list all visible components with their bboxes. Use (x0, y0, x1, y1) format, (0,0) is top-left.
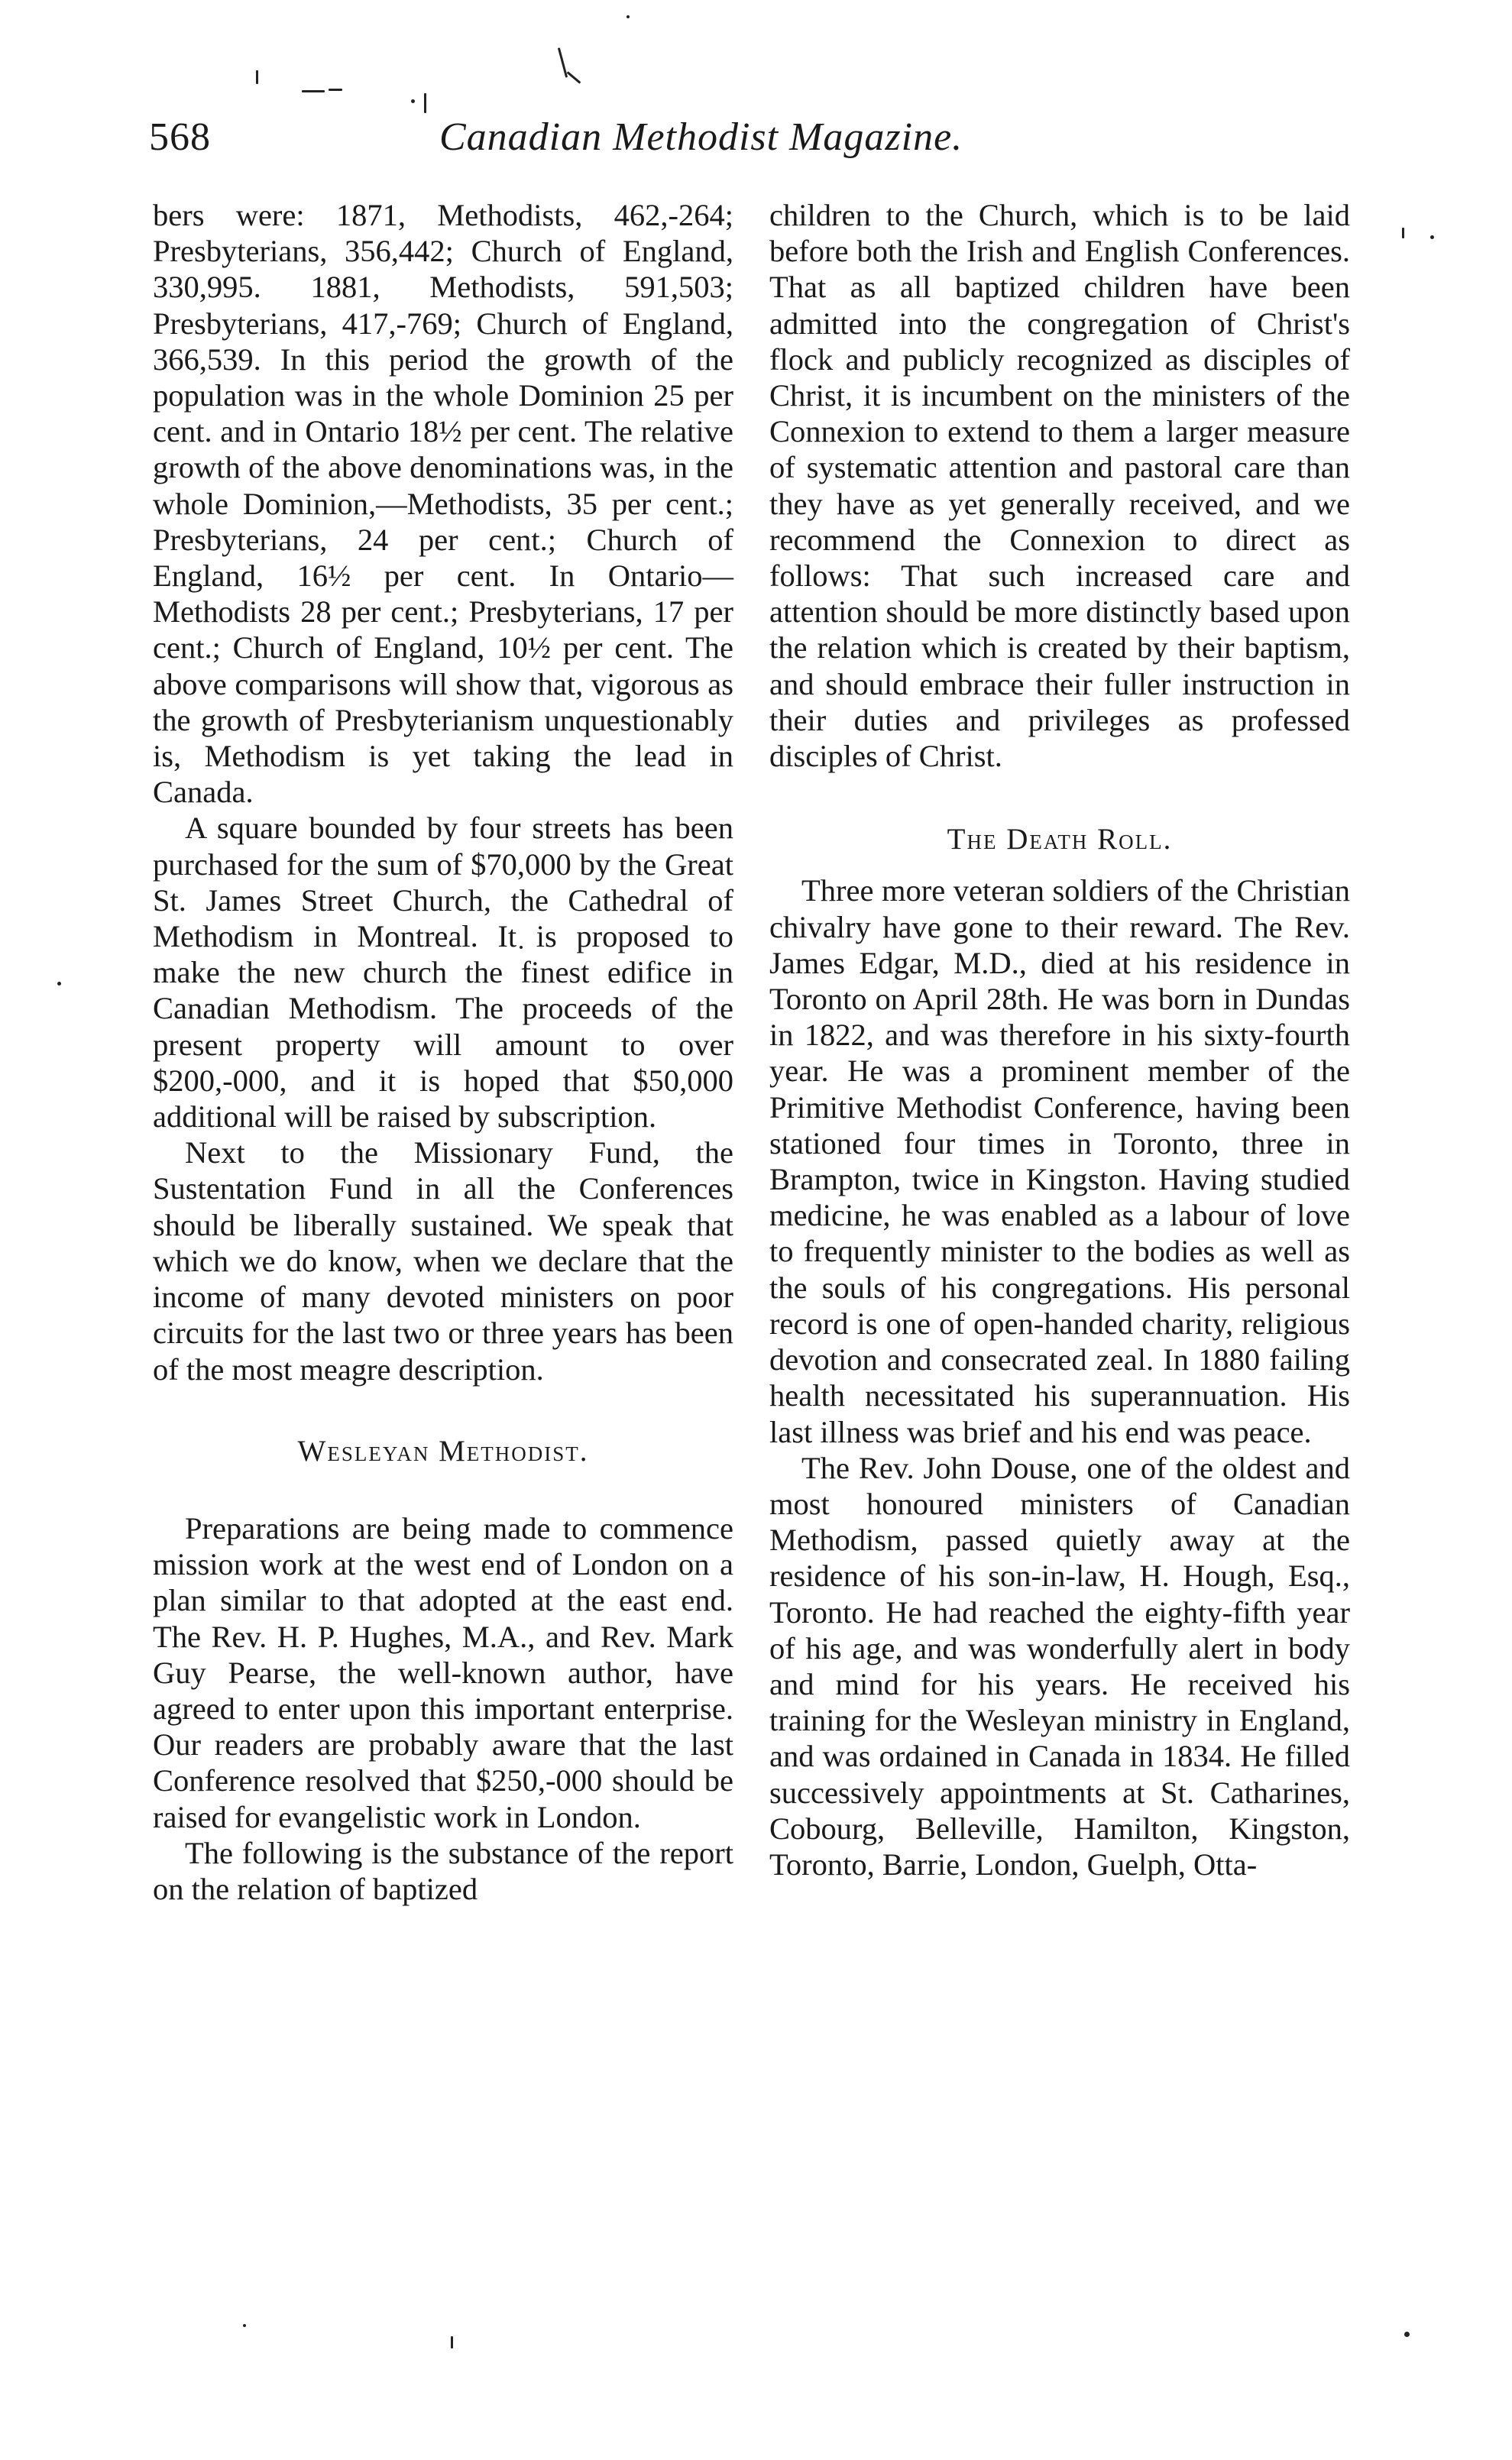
paragraph-census-statistics: bers were: 1871, Methodists, 462,-264; Presbyterians, 356,442; Church of England, 330,995. 1881, Methodists, 591,503; Presbyterians, 417,-769; Church of England, 366,539. In this period the growth of the population was in the whole Dominion 25 per cent. and in Ontario 18½ per cent. The relative growth of the above denominations was, in the whole Dominion,—Methodists, 35 per cent.; Presbyterians, 24 per cent.; Church of England, 16½ per cent. In Ontario—Methodists 28 per cent.; Presbyterians, 17 per cent.; Church of England, 10½ per cent. The above comparisons will show that, vigorous as the growth of Presbyterianism unquestionably is, Methodism is yet taking the lead in Canada. (153, 198, 733, 810)
paragraph-baptized-report-start: The following is the substance of the report on the relation of baptized (153, 1835, 733, 1906)
paragraph-sustentation-fund: Next to the Missionary Fund, the Sustentation Fund in all the Conferences should be liberally sustained. We speak that which we do know, when we declare that the income of many devoted ministers on poor circuits for the last two or three years has been of the most meagre description. (153, 1135, 733, 1387)
scan-speck (302, 90, 325, 92)
scan-speck (626, 15, 630, 18)
running-head (149, 115, 1383, 168)
paragraph-baptized-report-cont: children to the Church, which is to be laid before both the Irish and English Conferences. That as all baptized children have been admitted into the congregation of Christ's flock and publicly recognized as disciples of Christ, it is incumbent on the ministers of the Connexion to extend to them a larger measure of systematic attention and pastoral care than they have as yet generally received, and we recommend the Connexion to direct as follows: That such increased care and attention should be more distinctly based upon the relation which is created by their baptism, and should embrace their fuller instruction in their duties and privileges as professed disciples of Christ. (769, 198, 1350, 774)
section-heading-death-roll: The Death Roll. (947, 823, 1173, 856)
scan-speck (256, 70, 258, 84)
paragraph-london-mission: Preparations are being made to commence mission work at the west end of London on a plan similar to that adopted at the east end. The Rev. H. P. Hughes, M.A., and Rev. Mark Guy Pearse, the well-known author, have agreed to enter upon this important enterprise. Our readers are probably aware that the last Conference resolved that $250,-000 should be raised for evangelistic work in London. (153, 1510, 733, 1834)
section-heading-wesleyan-methodist: Wesleyan Methodist. (297, 1434, 589, 1468)
page-number: 568 (149, 115, 211, 159)
scan-speck (411, 99, 415, 103)
paragraph-montreal-church: A square bounded by four streets has been purchased for the sum of $70,000 by the Great St. James Street Church, the Cathedral of Methodism in Montreal. It is proposed to make the new church the finest edifice in Canadian Methodism. The proceeds of the present property will amount to over $200,-000, and it is hoped that $50,000 additional will be raised by subscription. (153, 811, 733, 1135)
scan-speck (1402, 228, 1404, 238)
right-column (769, 197, 1350, 1882)
scan-speck (1430, 235, 1434, 239)
scan-speck (1404, 2332, 1410, 2337)
scan-speck (451, 2336, 453, 2348)
left-column (153, 197, 733, 1907)
scan-speck (243, 2324, 246, 2327)
scan-speck (424, 93, 426, 113)
paragraph-james-edgar: Three more veteran soldiers of the Christian chivalry have gone to their reward. The Rev. James Edgar, M.D., died at his residence in Toronto on April 28th. He was born in Dundas in 1822, and was therefore in his sixty-fourth year. He was a prominent member of the Primitive Methodist Conference, having been stationed four times in Toronto, three in Brampton, twice in Kingston. Having studied medicine, he was enabled as a labour of love to frequently minister to the bodies as well as the souls of his congregations. His personal record is one of open-handed charity, religious devotion and consecrated zeal. In 1880 failing health necessitated his superannuation. His last illness was brief and his end was peace. (769, 873, 1350, 1449)
scan-speck (329, 89, 342, 91)
scan-speck (567, 71, 581, 83)
paragraph-john-douse: The Rev. John Douse, one of the oldest and most honoured ministers of Canadian Methodism, passed quietly away at the residence of his son-in-law, H. Hough, Esq., Toronto. He had reached the eighty-fifth year of his age, and was wonderfully alert in body and mind for his years. He received his training for the Wesleyan ministry in England, and was ordained in Canada in 1834. He filled successively appointments at St. Catharines, Cobourg, Belleville, Hamilton, Kingston, Toronto, Barrie, London, Guelph, Otta- (769, 1450, 1350, 1882)
journal-title: Canadian Methodist Magazine. (439, 115, 963, 159)
scan-speck (57, 982, 61, 986)
